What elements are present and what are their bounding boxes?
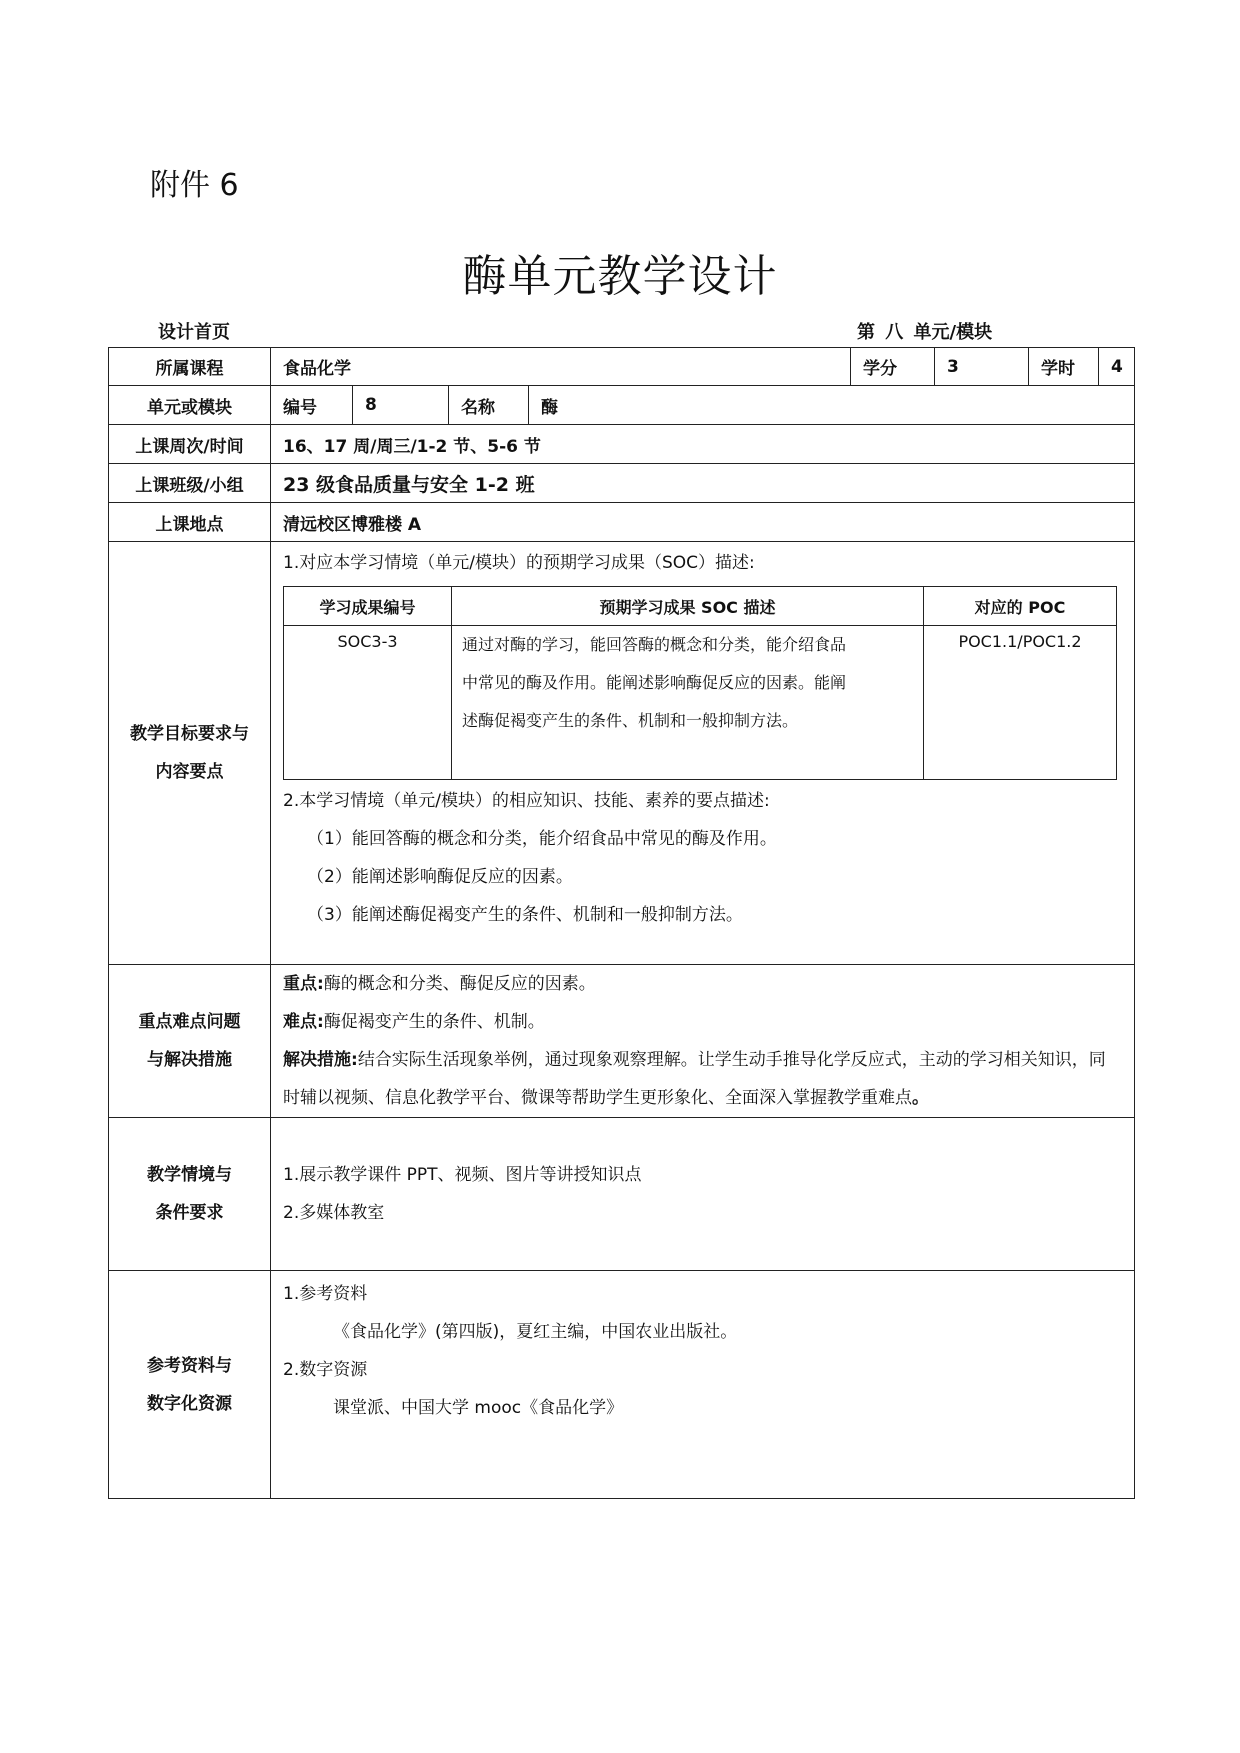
references-content: [271, 1271, 1135, 1499]
row-difficulties: [109, 965, 1135, 1118]
soc-header-poc: 对应的 POC: [924, 587, 1117, 626]
context-item: 1.展示教学课件 PPT、视频、图片等讲授知识点: [283, 1165, 642, 1185]
key-label: 重点:: [283, 974, 324, 994]
hard-text: 酶促褐变产生的条件、机制。: [323, 1012, 545, 1032]
objectives-content: [271, 542, 1135, 965]
row-place: [109, 503, 1135, 542]
difficulties-content: [271, 965, 1135, 1118]
class-value: 23 级食品质量与安全 1-2 班: [271, 464, 1135, 503]
class-label: 上课班级/小组: [109, 464, 271, 503]
soc-desc-line: 述酶促褐变产生的条件、机制和一般抑制方法。: [462, 711, 799, 730]
key-text: 酶的概念和分类、酶促反应的因素。: [323, 974, 596, 994]
row-class: [109, 464, 1135, 503]
solution-end: 。: [912, 1088, 929, 1108]
objectives-label-line2: 内容要点: [155, 762, 224, 782]
place-value: 清远校区博雅楼 A: [271, 503, 1135, 542]
name-value: 酶: [529, 386, 1135, 425]
header-left: 设计首页: [158, 322, 230, 343]
place-label: 上课地点: [109, 503, 271, 542]
hard-label: 难点:: [283, 1012, 324, 1032]
soc-desc-line: 通过对酶的学习，能回答酶的概念和分类，能介绍食品: [462, 635, 847, 654]
objectives-label: [109, 542, 271, 965]
digital-text: 课堂派、中国大学 mooc《食品化学》: [333, 1398, 624, 1418]
difficulties-label-line1: 重点难点问题: [138, 1012, 241, 1032]
row-objectives: [109, 542, 1135, 965]
context-content: [271, 1118, 1135, 1271]
soc-header-code: 学习成果编号: [284, 587, 452, 626]
row-time: [109, 425, 1135, 464]
row-references: [109, 1271, 1135, 1499]
solution-text: 结合实际生活现象举例，通过现象观察理解。让学生动手推导化学反应式，主动的学习相关知识，同时辅以视频、信息化教学平台、微课等帮助学生更形象化、全面深入掌握教学重难点: [283, 1050, 1106, 1108]
hours-value: 4: [1099, 348, 1135, 386]
credit-value: 3: [935, 348, 1029, 386]
number-value: 8: [353, 386, 449, 425]
design-table: [108, 347, 1135, 1499]
solution-label: 解决措施:: [283, 1050, 358, 1070]
ref-title: 1.参考资料: [283, 1284, 368, 1304]
time-value: 16、17 周/周三/1-2 节、5-6 节: [271, 425, 1135, 464]
course-label: 所属课程: [109, 348, 271, 386]
attachment-label: 附件 6: [150, 168, 239, 203]
objectives-label-line1: 教学目标要求与: [130, 724, 249, 744]
course-value: 食品化学: [271, 348, 851, 386]
soc-intro: 1.对应本学习情境（单元/模块）的预期学习成果（SOC）描述:: [283, 553, 755, 573]
row-course: [109, 348, 1135, 386]
difficulties-label: [109, 965, 271, 1118]
point-item: （2）能阐述影响酶促反应的因素。: [307, 867, 573, 887]
soc-table: [283, 586, 1117, 780]
soc-code: SOC3-3: [284, 626, 452, 780]
page-title: 酶单元教学设计: [462, 251, 778, 302]
context-item: 2.多媒体教室: [283, 1203, 385, 1223]
header-unit: 第 八 单元/模块: [857, 322, 993, 343]
ref-text: 《食品化学》(第四版)，夏红主编，中国农业出版社。: [333, 1322, 738, 1342]
soc-desc: [452, 626, 924, 780]
difficulties-label-line2: 与解决措施: [147, 1050, 232, 1070]
points-intro: 2.本学习情境（单元/模块）的相应知识、技能、素养的要点描述:: [283, 791, 770, 811]
references-label: [109, 1271, 271, 1499]
number-label: 编号: [271, 386, 353, 425]
point-item: （1）能回答酶的概念和分类，能介绍食品中常见的酶及作用。: [307, 829, 777, 849]
unit-label: 单元或模块: [109, 386, 271, 425]
credit-label: 学分: [851, 348, 935, 386]
point-item: （3）能阐述酶促褐变产生的条件、机制和一般抑制方法。: [307, 905, 743, 925]
soc-header-desc: 预期学习成果 SOC 描述: [452, 587, 924, 626]
context-label: [109, 1118, 271, 1271]
references-label-line1: 参考资料与: [147, 1355, 232, 1376]
row-unit: [109, 386, 1135, 425]
soc-row: [284, 626, 1117, 780]
hours-label: 学时: [1029, 348, 1099, 386]
soc-desc-line: 中常见的酶及作用。能阐述影响酶促反应的因素。能阐: [462, 673, 847, 692]
references-label-line2: 数字化资源: [147, 1393, 232, 1414]
context-label-line1: 教学情境与: [147, 1165, 232, 1185]
soc-poc: POC1.1/POC1.2: [924, 626, 1117, 780]
time-label: 上课周次/时间: [109, 425, 271, 464]
row-context: [109, 1118, 1135, 1271]
context-label-line2: 条件要求: [155, 1203, 224, 1223]
name-label: 名称: [449, 386, 529, 425]
digital-title: 2.数字资源: [283, 1360, 368, 1380]
